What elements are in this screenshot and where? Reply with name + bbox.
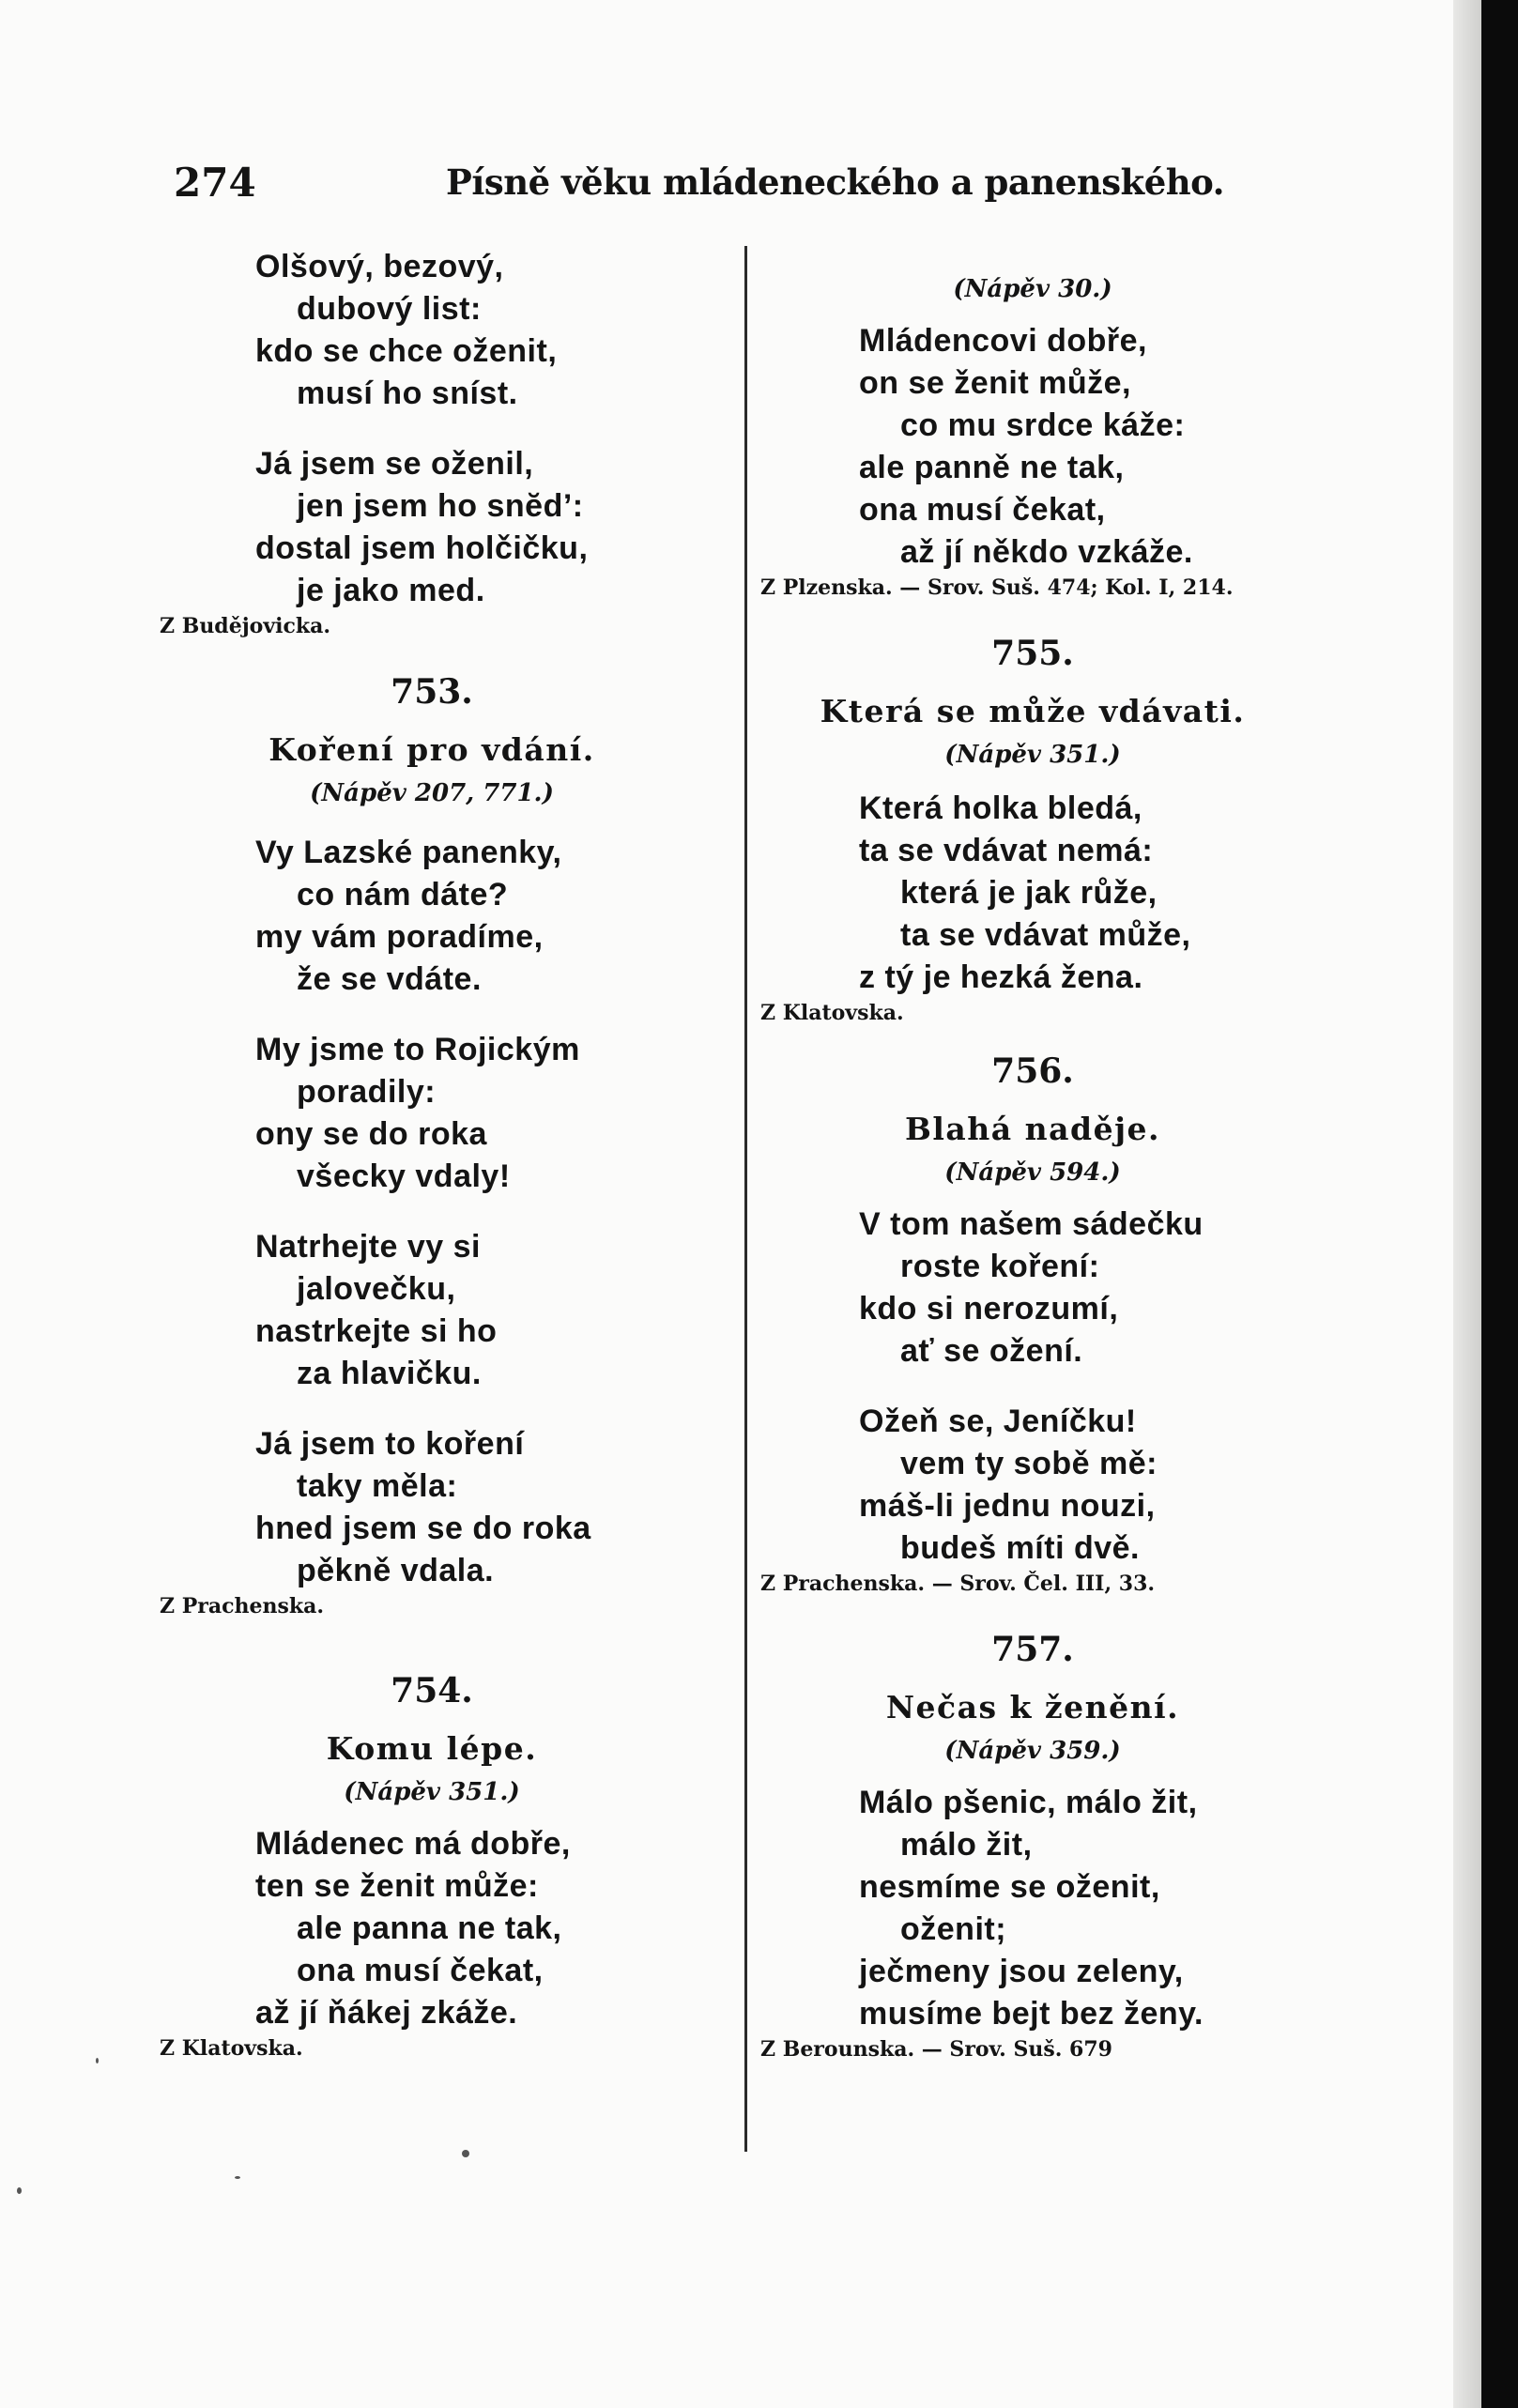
verse — [169, 246, 695, 415]
source-note: Z Prachenska. — [160, 1594, 325, 1618]
ink-speck — [17, 2187, 22, 2194]
running-title: Písně věku mládeneckého a panenského. — [446, 161, 1225, 203]
verse-line: musíme bejt bez ženy. — [859, 1996, 1204, 2032]
song-number: 755. — [991, 634, 1074, 673]
verse-line: dubový list: — [297, 291, 482, 327]
verse-line: musí ho sníst. — [297, 376, 518, 411]
verse — [169, 443, 695, 612]
verse-line: hned jsem se do roka — [255, 1511, 591, 1546]
verse-line: ony se do roka — [255, 1116, 487, 1152]
ink-speck — [235, 2176, 240, 2179]
verse-line: nastrkejte si ho — [255, 1313, 498, 1349]
verse — [169, 1423, 695, 1592]
verse-line: Málo pšenic, málo žit, — [859, 1785, 1198, 1820]
verse-line: ona musí čekat, — [859, 492, 1106, 528]
verse-line: poradily: — [297, 1074, 437, 1110]
melody-reference: (Nápěv 30.) — [953, 275, 1112, 303]
verse-line: pěkně vdala. — [297, 1553, 495, 1588]
verse-line: všecky vdaly! — [297, 1158, 511, 1194]
song-title: Komu lépe. — [326, 1730, 538, 1767]
verse — [770, 1204, 1296, 1373]
source-note: Z Plzenska. — Srov. Suš. 474; Kol. I, 214. — [760, 575, 1234, 600]
verse-line: málo žit, — [900, 1827, 1033, 1863]
verse-line: on se ženit může, — [859, 365, 1131, 401]
melody-reference: (Nápěv 351.) — [344, 1778, 520, 1806]
ink-speck — [462, 2150, 469, 2157]
verse — [169, 832, 695, 1001]
verse-line: ta se vdávat může, — [900, 917, 1191, 953]
verse — [169, 1823, 695, 2034]
verse-line: která je jak růže, — [900, 875, 1158, 911]
left-column — [160, 246, 695, 2063]
verse-line: Já jsem se oženil, — [255, 446, 534, 482]
verse-line: ten se ženit může: — [255, 1868, 539, 1904]
verse — [169, 1029, 695, 1198]
verse-line: oženit; — [900, 1911, 1007, 1947]
verse-line: ona musí čekat, — [297, 1953, 544, 1988]
page-header — [174, 160, 1225, 216]
melody-reference: (Nápěv 207, 771.) — [310, 779, 554, 807]
verse-line: jalovečku, — [297, 1271, 456, 1307]
verse — [770, 320, 1296, 574]
verse-line: ať se ožení. — [900, 1333, 1083, 1369]
song-title: Nečas k ženění. — [885, 1689, 1180, 1725]
verse-line: budeš míti dvě. — [900, 1530, 1140, 1566]
song-number: 753. — [391, 672, 473, 712]
verse-line: Ožeň se, Jeníčku! — [859, 1403, 1137, 1439]
verse-line: že se vdáte. — [297, 961, 482, 997]
verse — [770, 1782, 1296, 2035]
song-number: 757. — [991, 1630, 1074, 1669]
verse-line: vem ty sobě mě: — [900, 1446, 1158, 1481]
verse-line: ale panna ne tak, — [297, 1910, 562, 1946]
melody-reference: (Nápěv 594.) — [944, 1158, 1121, 1187]
verse — [169, 1226, 695, 1395]
verse-line: je jako med. — [297, 573, 485, 608]
verse-line: máš-li jednu nouzi, — [859, 1488, 1156, 1524]
song-title: Která se může vdávati. — [820, 693, 1246, 729]
melody-reference: (Nápěv 351.) — [944, 741, 1121, 769]
verse-line: až jí ňákej zkáže. — [255, 1995, 518, 2031]
verse — [770, 1401, 1296, 1570]
verse-line: z tý je hezká žena. — [859, 959, 1143, 995]
verse-line: Mládenec má dobře, — [255, 1826, 571, 1862]
verse-line: za hlavičku. — [297, 1356, 482, 1391]
verse-line: kdo si nerozumí, — [859, 1291, 1119, 1327]
verse-line: Já jsem to koření — [255, 1426, 525, 1462]
verse — [770, 788, 1296, 999]
verse-line: co mu srdce káže: — [900, 407, 1186, 443]
source-note: Z Prachenska. — Srov. Čel. III, 33. — [760, 1572, 1156, 1596]
page-number: 274 — [174, 160, 256, 206]
verse-line: ale panně ne tak, — [859, 450, 1125, 485]
verse-line: Natrhejte vy si — [255, 1229, 481, 1265]
verse-line: dostal jsem holčičku, — [255, 530, 589, 566]
verse-line: My jsme to Rojickým — [255, 1032, 580, 1067]
ink-speck — [96, 2058, 99, 2063]
verse-line: my vám poradíme, — [255, 919, 544, 955]
song-number: 754. — [391, 1671, 473, 1710]
song-title: Blahá naděje. — [904, 1111, 1161, 1147]
verse-line: Mládencovi dobře, — [859, 323, 1147, 359]
verse-line: jen jsem ho snĕd’: — [297, 488, 584, 524]
page-edge-shadow — [1453, 0, 1481, 2408]
source-note: Z Berounska. — Srov. Suš. 679 — [760, 2037, 1112, 2062]
verse-line: Vy Lazské panenky, — [255, 835, 562, 870]
verse-line: Která holka bledá, — [859, 790, 1142, 826]
verse-line: ta se vdávat nemá: — [859, 833, 1154, 868]
verse-line: Olšový, bezový, — [255, 249, 504, 284]
verse-line: roste koření: — [900, 1249, 1100, 1284]
verse-line: až jí někdo vzkáže. — [900, 534, 1193, 570]
column-divider — [744, 246, 747, 2152]
verse-line: V tom našem sádečku — [859, 1206, 1204, 1242]
source-note: Z Klatovska. — [160, 2036, 303, 2061]
source-note: Z Klatovska. — [760, 1001, 904, 1025]
song-title: Koření pro vdání. — [268, 731, 595, 768]
verse-line: co nám dáte? — [297, 877, 509, 913]
verse-line: taky měla: — [297, 1468, 458, 1504]
right-column — [760, 246, 1296, 2063]
melody-reference: (Nápěv 359.) — [944, 1737, 1121, 1765]
verse-line: kdo se chce oženit, — [255, 333, 558, 369]
source-note: Z Budějovicka. — [160, 614, 331, 638]
song-number: 756. — [991, 1051, 1074, 1091]
verse-line: ječmeny jsou zeleny, — [859, 1954, 1184, 1989]
verse-line: nesmíme se oženit, — [859, 1869, 1160, 1905]
scan-border — [1481, 0, 1518, 2408]
